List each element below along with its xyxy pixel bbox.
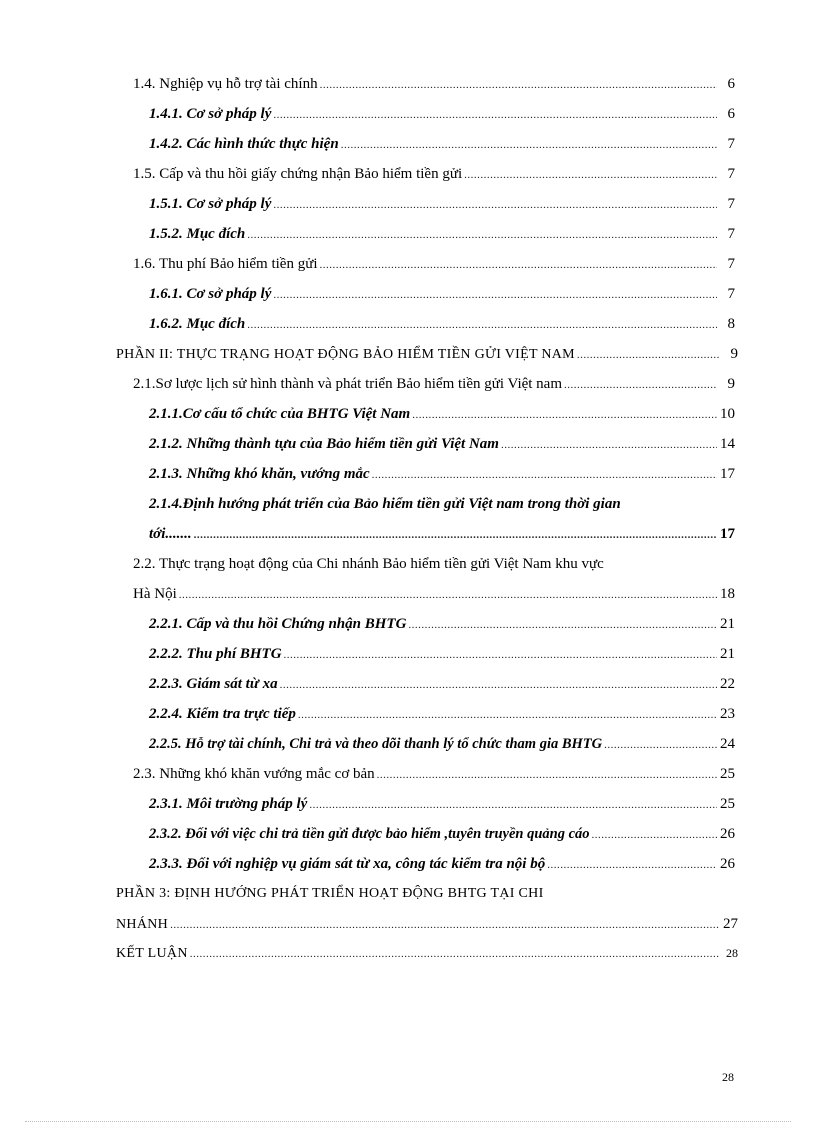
toc-entry-title: KẾT LUẬN [116,946,188,961]
toc-entry[interactable] [149,646,735,663]
toc-entry[interactable] [149,526,735,543]
toc-entry[interactable] [149,436,735,453]
toc-entry-page: 26 [720,856,735,872]
toc-entry-title: 2.2.2. Thu phí BHTG [149,646,282,662]
toc-entry-page: 27 [723,916,738,932]
toc-entry[interactable] [149,706,735,723]
toc-entry-page: 25 [720,796,735,812]
toc-entry[interactable] [149,196,735,213]
toc-entry-page: 6 [727,76,735,92]
toc-entry[interactable] [133,376,735,393]
toc-entry[interactable] [149,856,735,873]
toc-entry-page: 8 [727,316,735,332]
toc-entry-page: 22 [720,676,735,692]
dot-leader [273,109,717,121]
dot-leader [298,709,717,721]
toc-entry[interactable] [149,286,735,303]
toc-entry-page: 21 [720,646,735,662]
toc-entry-title: 2.2.3. Giám sát từ xa [149,676,278,692]
toc-entry-line: 2.2. Thực trạng hoạt động của Chi nhánh Bảo hiểm tiền gửi Việt Nam khu vực [133,556,604,572]
page-number: 28 [722,1070,734,1084]
toc-entry[interactable] [149,136,735,153]
toc-entry[interactable] [149,226,735,243]
dot-leader [190,948,720,960]
dot-leader [341,139,717,151]
toc-entry-title: 2.2.5. Hỗ trợ tài chính, Chi trả và theo dõi thanh lý tổ chức tham gia BHTG [149,736,603,752]
toc-entry-title: 2.1.Sơ lược lịch sử hình thành và phát triển Bảo hiểm tiền gửi Việt nam [133,376,563,392]
toc-entry-page: 7 [727,226,735,242]
toc-entry[interactable] [133,256,735,273]
toc-entry-page: 25 [720,766,735,782]
toc-entry-title: 2.3.3. Đối với nghiệp vụ giám sát từ xa, công tác kiểm tra nội bộ [149,856,546,872]
dot-leader [501,439,717,451]
toc-entry[interactable] [149,826,735,843]
dot-leader [273,289,717,301]
toc-entry-page: 21 [720,616,735,632]
toc-entry[interactable] [149,736,735,753]
toc-entry-page: 14 [720,436,735,452]
toc-entry-page: 7 [727,166,735,182]
toc-entry-page: 23 [720,706,735,722]
toc-entry-page: 10 [720,406,735,422]
dot-leader [179,589,717,601]
dot-leader [372,469,717,481]
toc-entry-title: 1.5. Cấp và thu hồi giấy chứng nhận Bảo hiểm tiền gửi [133,166,463,182]
toc-entry-title: 2.3.2. Đối với việc chi trả tiền gửi được bảo hiểm ,tuyên truyền quảng cáo [149,826,590,842]
toc-entry-line: 2.1.4.Định hướng phát triển của Bảo hiểm tiền gửi Việt nam trong thời gian [149,496,621,512]
dot-leader [194,529,717,541]
dot-leader [320,79,717,91]
toc-entry-title: 2.3.1. Môi trường pháp lý [149,796,308,812]
toc-entry[interactable] [133,586,735,603]
dot-leader [412,409,717,421]
toc-part-heading[interactable] [116,346,738,363]
toc-entry[interactable] [149,106,735,123]
page-bottom-divider [25,1121,791,1122]
toc-entry[interactable] [149,466,735,483]
toc-entry-page: 17 [720,466,735,482]
toc-entry-page: 6 [727,106,735,122]
toc-entry-title: 2.2.1. Cấp và thu hồi Chứng nhận BHTG [149,616,407,632]
toc-entry-title: 2.1.2. Những thành tựu của Bảo hiểm tiền gửi Việt Nam [149,436,499,452]
toc-entry-title: NHÁNH [116,917,169,932]
toc-entry-page: 7 [727,136,735,152]
toc-entry[interactable] [149,676,735,693]
toc-entry-title: 1.5.2. Mục đích [149,226,246,242]
toc-entry-title: 1.4.1. Cơ sở pháp lý [149,106,272,122]
toc-part-heading[interactable] [116,916,738,933]
dot-leader [547,859,717,871]
toc-entry-title: 2.1.1.Cơ cấu tổ chức của BHTG Việt Nam [149,406,411,422]
dot-leader [170,919,720,931]
toc-entry-page: 18 [720,586,735,602]
dot-leader [247,229,717,241]
toc-entry-title: 2.1.3. Những khó khăn, vướng mắc [149,466,370,482]
dot-leader [604,739,717,751]
dot-leader [320,259,717,271]
dot-leader [577,349,720,361]
dot-leader [592,829,717,841]
toc-entry[interactable] [133,166,735,183]
dot-leader [564,379,717,391]
toc-entry[interactable] [133,76,735,93]
toc-entry-page: 7 [727,256,735,272]
toc-entry-title: 2.2.4. Kiểm tra trực tiếp [149,706,296,722]
toc-entry[interactable] [149,616,735,633]
toc-entry-page: 9 [730,346,738,362]
toc-entry-title: 2.3. Những khó khăn vướng mắc cơ bản [133,766,375,782]
toc-entry-title: 1.4.2. Các hình thức thực hiện [149,136,339,152]
toc-entry-page: 9 [727,376,735,392]
toc-part-heading[interactable] [116,946,738,962]
dot-leader [464,169,717,181]
dot-leader [247,319,717,331]
toc-entry-title: 1.6.2. Mục đích [149,316,246,332]
dot-leader [377,769,717,781]
toc-entry-title: PHẦN II: THỰC TRẠNG HOẠT ĐỘNG BẢO HIỂM TIỀN GỬI VIỆT NAM [116,347,575,362]
toc-entry-title: 1.6. Thu phí Bảo hiểm tiền gửi [133,256,318,272]
toc-entry-title: tới....... [149,526,192,542]
toc-entry-page: 7 [727,286,735,302]
dot-leader [309,799,717,811]
toc-part-heading-line: PHẦN 3: ĐỊNH HƯỚNG PHÁT TRIỂN HOẠT ĐỘNG BHTG TẠI CHI [116,886,544,901]
dot-leader [273,199,717,211]
toc-entry-title: 1.4. Nghiệp vụ hỗ trợ tài chính [133,76,318,92]
toc-entry-page: 24 [720,736,735,752]
dot-leader [280,679,717,691]
toc-entry[interactable] [133,766,735,783]
toc-entry-page: 26 [720,826,735,842]
toc-entry-page: 28 [726,946,738,960]
toc-entry-title: 1.6.1. Cơ sở pháp lý [149,286,272,302]
toc-entry-page: 17 [720,526,735,542]
dot-leader [284,649,717,661]
toc-entry[interactable] [149,796,735,813]
dot-leader [408,619,717,631]
toc-entry[interactable] [149,406,735,423]
toc-entry-page: 7 [727,196,735,212]
toc-entry[interactable] [149,316,735,333]
toc-entry-title: 1.5.1. Cơ sở pháp lý [149,196,272,212]
toc-entry-title: Hà Nội [133,586,177,602]
